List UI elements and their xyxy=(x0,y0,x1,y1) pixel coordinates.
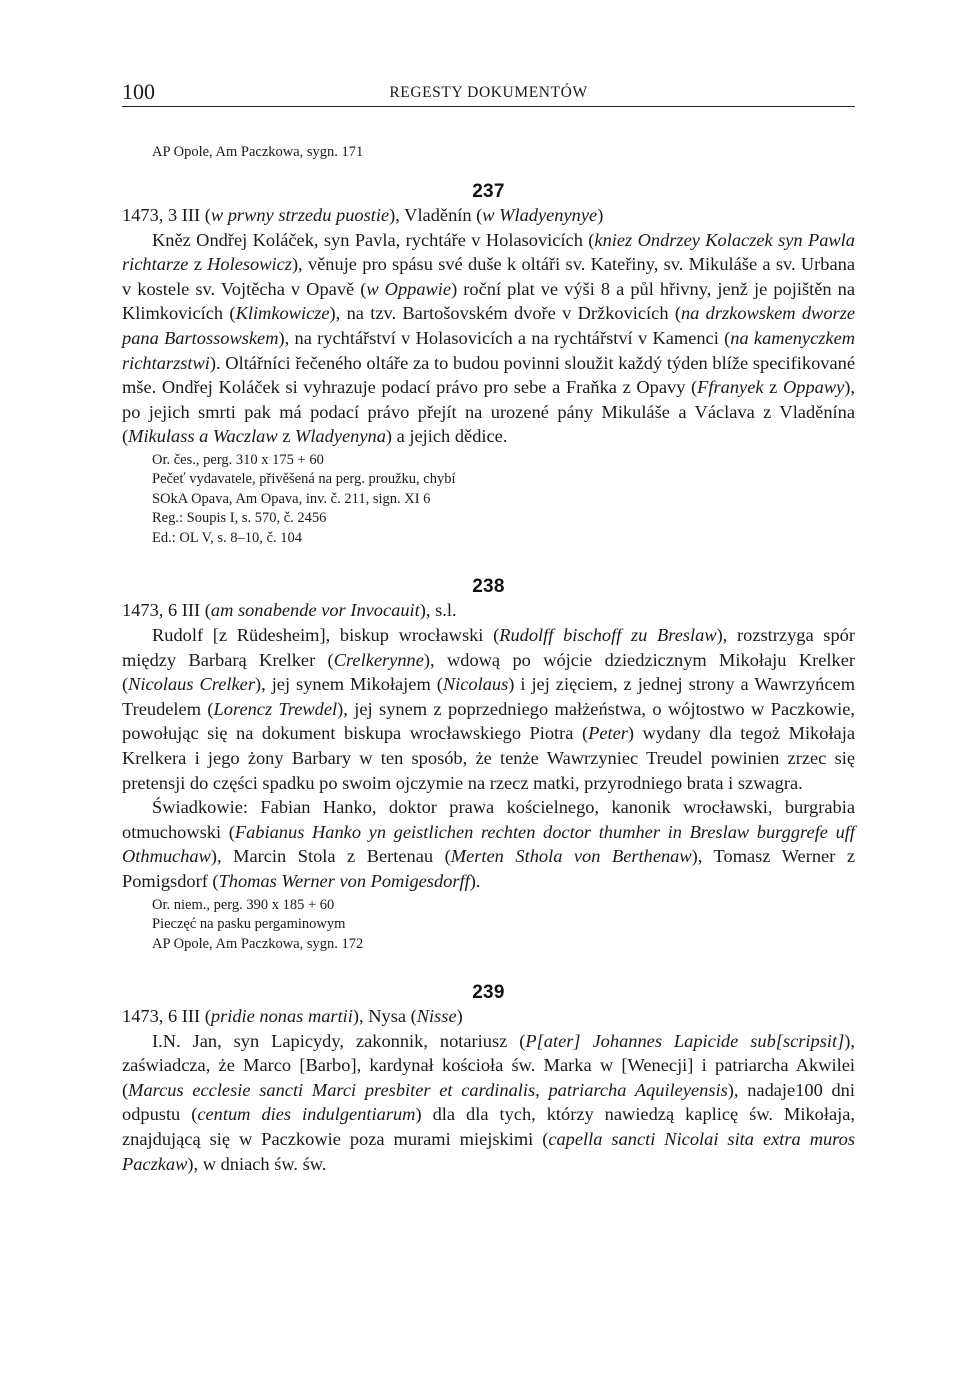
note-line: Or. niem., perg. 390 x 185 + 60 xyxy=(152,896,335,913)
page-number: 100 xyxy=(122,79,155,104)
entry-summary: I.N. Jan, syn Lapicydy, zakonnik, notariusz (P[ater] Johannes Lapicide sub[scripsit]), zaświadcza, że Marco [Barbo], kardynał kościoła św. Marka w [Wenecji] i patriarcha Akwilei (Marcus ecclesie sancti Marci presbiter et cardinalis, patriarcha Aquileyensis), nadaje100 dni odpustu (centum dies indulgentiarum) dla dla tych, którzy nawiedzą kaplicę św. Mikołaja, znajdującą się w Paczkowie poza murami miejskimi (capella sancti Nicolai sita extra muros Paczkaw), w dniach św. św. xyxy=(122,1030,856,1174)
entry-archival-notes xyxy=(152,896,855,955)
note-line: Pieczęć na pasku pergaminowym xyxy=(152,916,346,933)
entry-summary: Rudolf [z Rüdesheim], biskup wrocławski (Rudolff bischoff zu Breslaw), rozstrzyga spór między Barbarą Krelker (Crelkerynne), wdową po wójcie dziedzicznym Mikołaju Krelker (Nicolaus Crelker), jej synem Mikołajem (Nicolaus) i jej zięciem, z jednej strony a Wawrzyńcem Treudelem (Lorencz Trewdel), jej synem z poprzedniego małżeństwa, o wójtostwo w Paczkowie, powołując się na dokument biskupa wrocławskiego Piotra (Peter) wydany dla tegoż Mikołaja Krelkera i jego żony Barbary w ten sposób, że tenże Wawrzyniec Treudel powinien zrzec się pretensji do części spadku po swoim ojczymie na rzecz matki, przyrodniego brata i szwagra. xyxy=(122,625,856,793)
entry-number: 238 xyxy=(472,576,505,598)
entry-archival-notes xyxy=(152,451,855,549)
entry-number: 237 xyxy=(472,181,505,202)
note-line: Ed.: OL V, s. 8–10, č. 104 xyxy=(152,529,302,546)
previous-entry-source: AP Opole, Am Paczkowa, sygn. 171 xyxy=(152,144,364,160)
note-line: Pečeť vydavatele, přivěšená na perg. proužku, chybí xyxy=(152,471,456,488)
entry-238 xyxy=(122,576,855,954)
entry-witnesses: Świadkowie: Fabian Hanko, doktor prawa kościelnego, kanonik wrocławski, burgrabia otmuchowski (Fabianus Hanko yn geistlichen rechten doctor thumher in Breslaw burggrefe uff Othmuchaw), Marcin Stola z Bertenau (Merten Sthola von Berthenaw), Tomasz Werner z Pomigsdorf (Thomas Werner von Pomigesdorff). xyxy=(122,797,856,891)
note-line: Reg.: Soupis I, s. 570, č. 2456 xyxy=(152,510,327,527)
entry-239 xyxy=(122,982,855,1176)
entry-date-line: 1473, 6 III (pridie nonas martii), Nysa (Nisse) xyxy=(122,1006,463,1027)
note-line: AP Opole, Am Paczkowa, sygn. 172 xyxy=(152,935,364,952)
note-line: Or. čes., perg. 310 x 175 + 60 xyxy=(152,451,324,468)
document-page xyxy=(122,80,855,1176)
entry-237 xyxy=(122,181,855,548)
running-title: REGESTY DOKUMENTÓW xyxy=(389,84,588,101)
entry-date-line: 1473, 3 III (w prwny strzedu puostie), Vladěnín (w Wladyenynye) xyxy=(122,205,604,225)
entry-date-line: 1473, 6 III (am sonabende vor Invocauit), s.l. xyxy=(122,600,457,621)
page-header xyxy=(122,80,855,107)
entry-number: 239 xyxy=(472,982,505,1004)
entry-summary: Kněz Ondřej Koláček, syn Pavla, rychtáře v Holasovicích (kniez Ondrzey Kolaczek syn Pawla richtarze z Holesowicz), věnuje pro spásu své duše k oltáři sv. Kateřiny, sv. Mikuláše a sv. Urbana v kostele sv. Vojtěcha v Opavě (w Oppawie) roční plat ve výši 8 a půl hřivny, jenž je pojištěn na Klimkovicích (Klimkowicze), na tzv. Bartošovském dvoře v Držkovicích (na drzkowskem dworze pana Bartossowskem), na rychtářství v Holasovicích a na rychtářství v Kamenci (na kamenyczkem richtarzstwi). Oltářníci řečeného oltáře za to budou povinni sloužit každý týden blíže specifikované mše. Ondřej Koláček si vyhrazuje podací právo pro sebe a Fraňka z Opavy (Ffranyek z Oppawy), po jejich smrti pak má podací právo přejít na urozené pány Mikuláše a Václava z Vladěnína (Mikulass a Waczlaw z Wladyenyna) a jejich dědice. xyxy=(122,229,856,447)
note-line: SOkA Opava, Am Opava, inv. č. 211, sign. XI 6 xyxy=(152,490,431,507)
